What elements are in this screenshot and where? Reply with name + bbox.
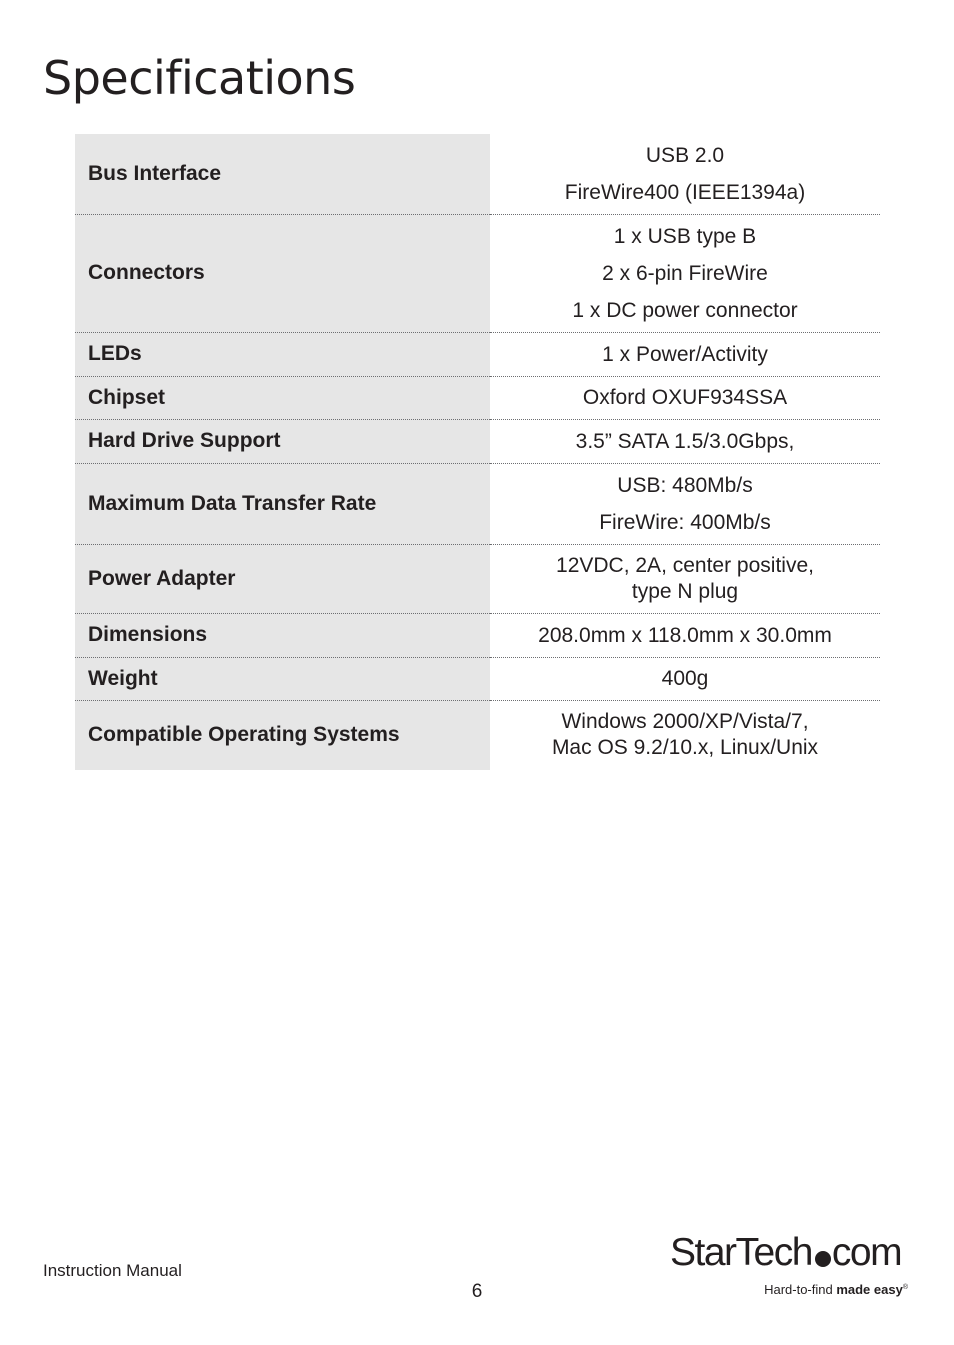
page-title: Specifications	[43, 51, 356, 105]
spec-value-line: FireWire400 (IEEE1394a)	[564, 180, 806, 204]
spec-value	[490, 657, 880, 700]
logo-name-part1: StarTech	[670, 1231, 812, 1274]
spec-row-dimensions	[75, 613, 880, 657]
spec-value-line: FireWire: 400Mb/s	[599, 510, 771, 534]
spec-value	[490, 419, 880, 463]
spec-value-line: Mac OS 9.2/10.x, Linux/Unix	[551, 736, 819, 760]
spec-row-weight	[75, 657, 880, 700]
specifications-table	[75, 134, 880, 770]
logo-name-part2: com	[831, 1231, 902, 1274]
spec-label: Power Adapter	[75, 544, 490, 613]
spec-value-line: USB: 480Mb/s	[617, 473, 753, 497]
spec-value	[490, 544, 880, 613]
page-number: 6	[471, 1281, 483, 1302]
tagline-regular: Hard-to-find	[764, 1282, 837, 1297]
spec-label: Weight	[75, 657, 490, 700]
spec-value	[490, 134, 880, 214]
spec-label: Connectors	[75, 214, 490, 332]
logo-tagline	[764, 1282, 908, 1297]
registered-mark: ®	[902, 1284, 908, 1291]
spec-value	[490, 332, 880, 376]
spec-value-line: 1 x USB type B	[613, 224, 757, 248]
spec-row-power-adapter	[75, 544, 880, 613]
spec-value-line: 1 x DC power connector	[572, 298, 798, 322]
spec-value	[490, 376, 880, 419]
spec-value	[490, 613, 880, 657]
tagline-bold: made easy	[836, 1282, 903, 1297]
spec-label: Chipset	[75, 376, 490, 419]
spec-row-leds	[75, 332, 880, 376]
footer-document-title: Instruction Manual	[43, 1261, 182, 1280]
spec-value-line: type N plug	[631, 579, 739, 603]
spec-label: Maximum Data Transfer Rate	[75, 463, 490, 544]
spec-value-line: 1 x Power/Activity	[602, 342, 768, 366]
startech-logo	[670, 1228, 910, 1308]
spec-row-hard-drive-support	[75, 419, 880, 463]
spec-value-line: 2 x 6-pin FireWire	[602, 261, 768, 285]
spec-label: LEDs	[75, 332, 490, 376]
spec-value-line: 208.0mm x 118.0mm x 30.0mm	[538, 623, 832, 647]
spec-value	[490, 214, 880, 332]
spec-label: Compatible Operating Systems	[75, 700, 490, 770]
spec-row-connectors	[75, 214, 880, 332]
spec-row-max-data-transfer-rate	[75, 463, 880, 544]
spec-value-line: 3.5” SATA 1.5/3.0Gbps,	[575, 429, 795, 453]
spec-label: Bus Interface	[75, 134, 490, 214]
spec-value-line: Windows 2000/XP/Vista/7,	[561, 710, 809, 734]
spec-value-line: 400g	[661, 667, 709, 690]
spec-value	[490, 700, 880, 770]
spec-label: Dimensions	[75, 613, 490, 657]
spec-value-line: 12VDC, 2A, center positive,	[556, 553, 814, 577]
spec-label: Hard Drive Support	[75, 419, 490, 463]
spec-value	[490, 463, 880, 544]
spec-row-chipset	[75, 376, 880, 419]
logo-dot-icon	[815, 1251, 831, 1267]
spec-row-bus-interface	[75, 134, 880, 214]
logo-wordmark	[670, 1228, 901, 1278]
spec-value-line: USB 2.0	[645, 143, 725, 167]
spec-value-line: Oxford OXUF934SSA	[582, 386, 788, 409]
spec-row-compatible-os	[75, 700, 880, 770]
